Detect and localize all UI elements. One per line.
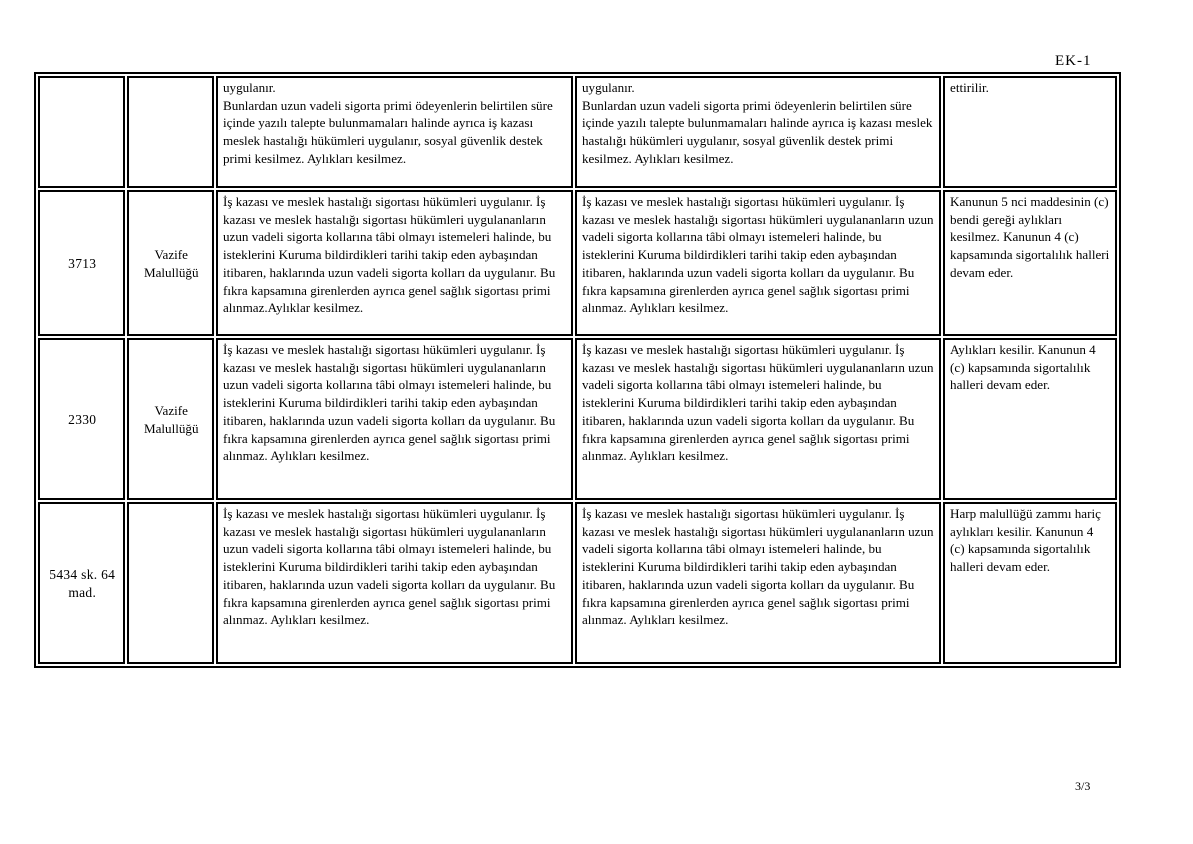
note-cell: Kanunun 5 nci maddesinin (c) bendi gereği aylıkları kesilmez. Kanunun 4 (c) kapsamında sigortalılık halleri devam eder. xyxy=(943,190,1117,336)
rule-text-cell xyxy=(216,76,573,188)
rule-text-cell xyxy=(216,502,573,664)
pension-type-cell: Vazife Malullüğü xyxy=(127,338,213,500)
rule-text: İş kazası ve meslek hastalığı sigortası hükümleri uygulanır. İş kazası ve meslek hastalığı sigortası hükümleri uygulananların uzun vadeli sigorta kollarına tâbi olmayı istemeleri halinde, bu isteklerini Kuruma bildirdikleri tarihi takip eden aybaşından itibaren, haklarında uzun vadeli sigorta kolları da uygulanır. Bu fıkra kapsamına girenlerden ayrıca genel sağlık sigortası primi alınmaz. Aylıkları kesilmez. xyxy=(222,506,556,628)
rule-text: uygulanır. xyxy=(222,80,276,95)
law-number-cell: 2330 xyxy=(38,338,125,500)
table-row xyxy=(38,338,1117,500)
table-row xyxy=(38,76,1117,188)
law-number-cell xyxy=(38,76,125,188)
rule-text-cell xyxy=(216,190,573,336)
rule-text-cell xyxy=(575,76,941,188)
rule-text: İş kazası ve meslek hastalığı sigortası hükümleri uygulanır. İş kazası ve meslek hastalığı sigortası hükümleri uygulananların uzun vadeli sigorta kollarına tâbi olmayı istemeleri halinde, bu isteklerini Kuruma bildirdikleri tarihi takip eden aybaşından itibaren, haklarında uzun vadeli sigorta kolları da uygulanır. Bu fıkra kapsamına girenlerden ayrıca genel sağlık sigortası primi alınmaz.Aylıklar kesilmez. xyxy=(222,194,556,316)
rule-text: Bunlardan uzun vadeli sigorta primi ödeyenlerin belirtilen süre içinde yazılı talepte bulunmamaları halinde ayrıca iş kazası meslek hastalığı hükümleri uygulanır, sosyal güvenlik destek primi kesilmez. Aylıkları kesilmez. xyxy=(222,97,553,166)
page-number: 3/3 xyxy=(1075,779,1091,793)
rule-text: İş kazası ve meslek hastalığı sigortası hükümleri uygulanır. İş kazası ve meslek hastalığı sigortası hükümleri uygulananların uzun vadeli sigorta kollarına tâbi olmayı istemeleri halinde, bu isteklerini Kuruma bildirdikleri tarihi takip eden aybaşından itibaren, haklarında uzun vadeli sigorta kolları da uygulanır. Bu fıkra kapsamına girenlerden ayrıca genel sağlık sigortası primi alınmaz. Aylıkları kesilmez. xyxy=(581,194,934,316)
note-cell: Aylıkları kesilir. Kanunun 4 (c) kapsamında sigortalılık halleri devam eder. xyxy=(943,338,1117,500)
annex-label: EK-1 xyxy=(1055,53,1092,69)
rule-text-cell xyxy=(216,338,573,500)
rule-text: Bunlardan uzun vadeli sigorta primi ödeyenlerin belirtilen süre içinde yazılı talepte bulunmamaları halinde ayrıca iş kazası meslek hastalığı hükümleri uygulanır, sosyal güvenlik destek primi kesilmez. Aylıkları kesilmez. xyxy=(581,97,933,166)
rule-text: uygulanır. xyxy=(581,80,635,95)
note-cell: ettirilir. xyxy=(943,76,1117,188)
pension-type-cell: Vazife Malullüğü xyxy=(127,190,213,336)
pension-type-cell xyxy=(127,76,213,188)
law-number-cell: 5434 sk. 64 mad. xyxy=(38,502,125,664)
rule-text: İş kazası ve meslek hastalığı sigortası hükümleri uygulanır. İş kazası ve meslek hastalığı sigortası hükümleri uygulananların uzun vadeli sigorta kollarına tâbi olmayı istemeleri halinde, bu isteklerini Kuruma bildirdikleri tarihi takip eden aybaşından itibaren, haklarında uzun vadeli sigorta kolları da uygulanır. Bu fıkra kapsamına girenlerden ayrıca genel sağlık sigortası primi alınmaz. Aylıkları kesilmez. xyxy=(581,506,934,628)
rule-text: İş kazası ve meslek hastalığı sigortası hükümleri uygulanır. İş kazası ve meslek hastalığı sigortası hükümleri uygulananların uzun vadeli sigorta kollarına tâbi olmayı istemeleri halinde, bu isteklerini Kuruma bildirdikleri tarihi takip eden aybaşından itibaren, haklarında uzun vadeli sigorta kolları da uygulanır. Bu fıkra kapsamına girenlerden ayrıca genel sağlık sigortası primi alınmaz. Aylıkları kesilmez. xyxy=(222,342,556,464)
table-row xyxy=(38,190,1117,336)
table-row xyxy=(38,502,1117,664)
law-number-cell: 3713 xyxy=(38,190,125,336)
pension-type-cell xyxy=(127,502,213,664)
rule-text-cell xyxy=(575,338,941,500)
note-cell: Harp malullüğü zammı hariç aylıkları kesilir. Kanunun 4 (c) kapsamında sigortalılık halleri devam eder. xyxy=(943,502,1117,664)
rule-text-cell xyxy=(575,190,941,336)
document-table xyxy=(34,72,1121,668)
rule-text-cell xyxy=(575,502,941,664)
rule-text: İş kazası ve meslek hastalığı sigortası hükümleri uygulanır. İş kazası ve meslek hastalığı sigortası hükümleri uygulananların uzun vadeli sigorta kollarına tâbi olmayı istemeleri halinde, bu isteklerini Kuruma bildirdikleri tarihi takip eden aybaşından itibaren, haklarında uzun vadeli sigorta kolları da uygulanır. Bu fıkra kapsamına girenlerden ayrıca genel sağlık sigortası primi alınmaz. Aylıkları kesilmez. xyxy=(581,342,934,464)
